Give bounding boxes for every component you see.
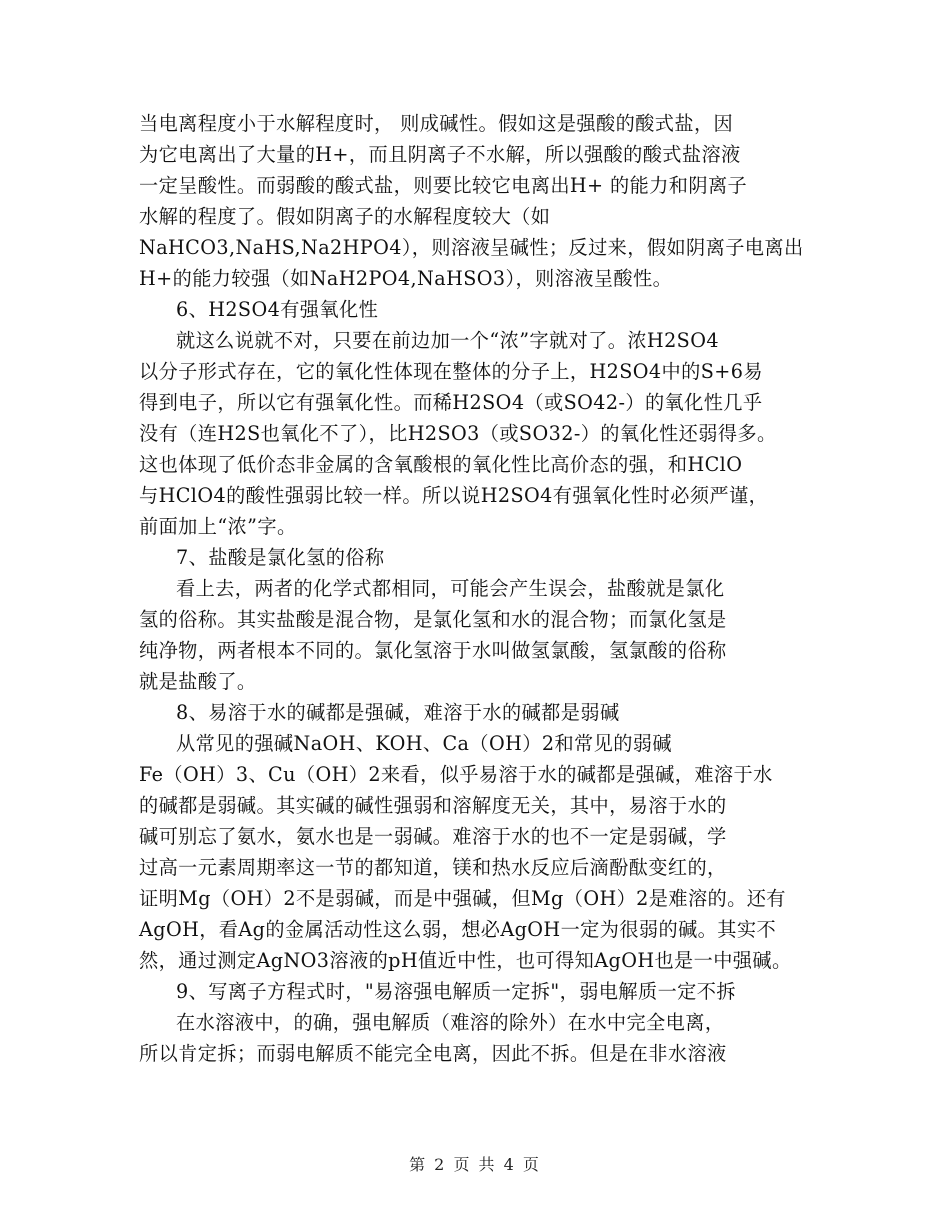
text-line: 与HClO4的酸性强弱比较一样。所以说H2SO4有强氧化性时必须严谨，	[139, 484, 769, 507]
text-line: 7、盐酸是氯化氢的俗称	[176, 546, 385, 569]
text-line: 水解的程度了。假如阴离子的水解程度较大（如	[139, 205, 551, 228]
text-line: 当电离程度小于水解程度时， 则成碱性。假如这是强酸的酸式盐，因	[139, 112, 734, 135]
text-line: 没有（连H2S也氧化不了），比H2SO3（或SO32-）的氧化性还弱得多。	[139, 422, 777, 445]
text-line: 8、易溶于水的碱都是强碱，难溶于水的碱都是弱碱	[176, 701, 620, 724]
text-line: 看上去，两者的化学式都相同，可能会产生误会，盐酸就是氯化	[176, 577, 725, 600]
text-line: 9、写离子方程式时，"易溶强电解质一定拆"，弱电解质一定不拆	[176, 980, 736, 1003]
text-line: 6、H2SO4有强氧化性	[176, 298, 379, 321]
text-line: H+的能力较强（如NaH2PO4,NaHSO3），则溶液呈酸性。	[139, 267, 673, 290]
text-line: 然，通过测定AgNO3溶液的pH值近中性，也可得知AgOH也是一中强碱。	[139, 949, 792, 972]
text-line: 所以肯定拆；而弱电解质不能完全电离，因此不拆。但是在非水溶液	[139, 1042, 727, 1065]
text-line: 这也体现了低价态非金属的含氧酸根的氧化性比高价态的强，和HClO	[139, 453, 743, 476]
text-line: 证明Mg（OH）2不是弱碱，而是中强碱，但Mg（OH）2是难溶的。还有	[139, 887, 786, 910]
text-line: 就是盐酸了。	[139, 670, 257, 693]
text-line: 前面加上“浓”字。	[139, 515, 297, 538]
text-line: 以分子形式存在，它的氧化性体现在整体的分子上，H2SO4中的S+6易	[139, 360, 763, 383]
page-footer: 第 2 页 共 4 页	[409, 1155, 541, 1174]
text-line: 从常见的强碱NaOH、KOH、Ca（OH）2和常见的弱碱	[176, 732, 672, 755]
text-line: 在水溶液中，的确，强电解质（难溶的除外）在水中完全电离，	[176, 1011, 725, 1034]
text-line: 得到电子，所以它有强氧化性。而稀H2SO4（或SO42-）的氧化性几乎	[139, 391, 763, 414]
text-line: 过高一元素周期率这一节的都知道，镁和热水反应后滴酚酞变红的，	[139, 856, 727, 879]
text-line: 碱可别忘了氨水，氨水也是一弱碱。难溶于水的也不一定是弱碱，学	[139, 825, 727, 848]
text-line: 纯净物，两者根本不同的。氯化氢溶于水叫做氢氯酸，氢氯酸的俗称	[139, 639, 727, 662]
text-line: 氢的俗称。其实盐酸是混合物，是氯化氢和水的混合物；而氯化氢是	[139, 608, 727, 631]
text-line: 为它电离出了大量的H+，而且阴离子不水解，所以强酸的酸式盐溶液	[139, 143, 741, 166]
body-text	[139, 108, 829, 1069]
text-line: NaHCO3,NaHS,Na2HPO4），则溶液呈碱性；反过来，假如阴离子电离出	[139, 236, 804, 259]
text-line: 就这么说就不对，只要在前边加一个“浓”字就对了。浓H2SO4	[176, 329, 719, 352]
text-line: AgOH，看Ag的金属活动性这么弱，想必AgOH一定为很弱的碱。其实不	[139, 918, 777, 941]
text-line: 的碱都是弱碱。其实碱的碱性强弱和溶解度无关，其中，易溶于水的	[139, 794, 727, 817]
text-line: Fe（OH）3、Cu（OH）2来看，似乎易溶于水的碱都是强碱，难溶于水	[139, 763, 773, 786]
text-line: 一定呈酸性。而弱酸的酸式盐，则要比较它电离出H+ 的能力和阴离子	[139, 174, 748, 197]
